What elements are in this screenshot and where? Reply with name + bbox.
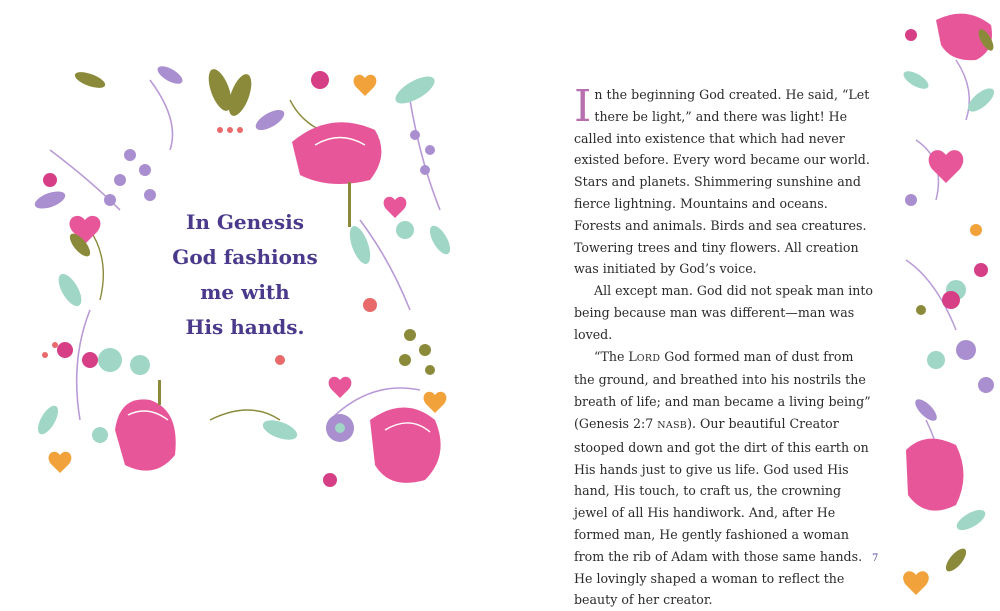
floral-border-illustration [896,0,1000,600]
leaf-icon [942,545,969,574]
paragraph [574,346,874,611]
lavender-flower-icon [326,414,354,442]
pink-flower-icon [115,380,176,471]
leaf-icon [253,106,288,134]
paragraph-text: God formed man of dust from the ground, and breathed into his nostrils the breath of life; and man became a living being” (Genesis 2:7 [574,348,871,431]
paragraph-text: ). Our beautiful Creator stooped down and got the dirt of this earth on His hands just to give us life. God used His hand, His touch, to craft us, the crowning jewel of all His handiwork. And, after He formed man, He gently fashioned a woman from the rib of Adam with those same hands. He lovingly shaped a woman to reflect the beauty of her creator. [574,415,869,608]
leaf-icon [73,69,107,91]
paragraph: All except man. God did not speak man into being because man was different—man was loved. [574,283,873,342]
leaf-icon [954,506,989,534]
pink-flower-icon [906,439,964,511]
paragraph [574,81,874,280]
heart-icon [929,150,964,183]
leaf-icon [912,396,940,424]
leaf-icon [54,270,86,309]
heart-icon [329,377,352,398]
quote-line: me with [200,280,290,304]
leaf-icon [260,416,299,443]
lord-initial: L [628,348,637,364]
leaf-icon [901,68,931,92]
pull-quote [150,205,340,345]
leaf-icon [34,403,62,438]
leaf-icon [426,223,454,258]
translation-abbrev: NASB [657,419,688,431]
heart-icon [49,452,72,473]
leaf-icon [346,223,375,266]
paragraph-text: “The [594,348,629,364]
heart-icon [384,197,407,218]
leaf-icon [155,63,185,87]
body-text [574,81,874,611]
pink-flower-icon [370,408,441,483]
quote-line: His hands. [185,315,305,339]
quote-line: In Genesis [185,210,305,234]
heart-icon [903,571,929,595]
heart-icon [424,392,447,413]
leaf-icon [33,188,68,212]
heart-icon [354,75,377,96]
page-number: 7 [872,553,879,564]
paragraph-text: n the beginning God created. He said, “Let there be light,” and there was light! He called into existence that which had never existed before. Every word became our world. Stars and planets. Shimmering sunshine and fierce lightning. Mountains and oceans. Forests and animals. Birds and sea creatures. Towering trees and tiny flowers. All creation was initiated by God’s voice. [574,87,870,277]
quote-line: God fashions [172,245,318,269]
leaf-icon [391,71,438,109]
drop-cap: I [574,81,592,132]
left-page [0,0,500,600]
lord-small-caps: ORD [636,352,661,364]
